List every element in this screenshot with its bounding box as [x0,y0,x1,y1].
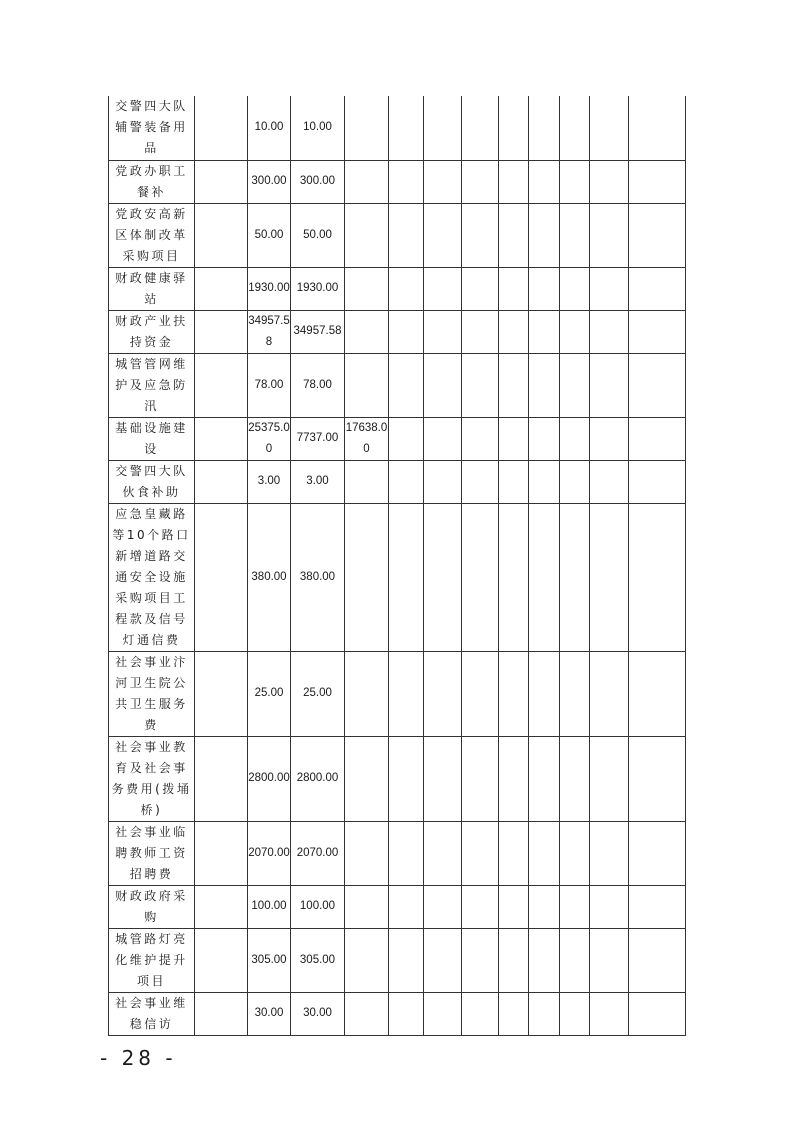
empty-cell [529,821,560,885]
total-cell: 10.00 [248,96,291,160]
table-row [109,310,686,353]
empty-cell [424,736,462,821]
empty-cell [629,353,686,417]
total-cell: 25.00 [248,651,291,736]
total-cell: 380.00 [248,503,291,651]
amount-cell [345,203,389,267]
amount-cell [345,96,389,160]
empty-cell [560,821,590,885]
empty-cell [389,353,424,417]
empty-cell [424,885,462,928]
item-name-cell: 社会事业教育及社会事务费用(拨埇桥) [109,736,195,821]
empty-cell [195,736,248,821]
empty-cell [389,417,424,460]
empty-cell [499,928,529,992]
empty-cell [629,885,686,928]
amount-cell: 10.00 [291,96,345,160]
empty-cell [424,651,462,736]
empty-cell [499,417,529,460]
amount-cell [345,267,389,310]
empty-cell [195,96,248,160]
empty-cell [389,503,424,651]
amount-cell: 7737.00 [291,417,345,460]
item-name-cell: 财政产业扶持资金 [109,310,195,353]
empty-cell [462,417,499,460]
empty-cell [629,96,686,160]
empty-cell [590,651,629,736]
empty-cell [462,885,499,928]
table-row [109,651,686,736]
empty-cell [424,928,462,992]
empty-cell [424,203,462,267]
empty-cell [462,651,499,736]
empty-cell [195,267,248,310]
empty-cell [529,651,560,736]
item-name-cell: 城管管网维护及应急防汛 [109,353,195,417]
empty-cell [560,417,590,460]
table-row [109,460,686,503]
empty-cell [462,267,499,310]
empty-cell [195,885,248,928]
empty-cell [424,353,462,417]
empty-cell [560,928,590,992]
empty-cell [499,992,529,1035]
empty-cell [499,310,529,353]
empty-cell [629,928,686,992]
table-row [109,267,686,310]
total-cell: 30.00 [248,992,291,1035]
empty-cell [629,203,686,267]
empty-cell [499,203,529,267]
table-row [109,417,686,460]
empty-cell [590,267,629,310]
empty-cell [590,96,629,160]
empty-cell [195,503,248,651]
empty-cell [389,651,424,736]
empty-cell [499,651,529,736]
empty-cell [195,353,248,417]
item-name-cell: 应急皇藏路等10个路口新增道路交通安全设施采购项目工程款及信号灯通信费 [109,503,195,651]
empty-cell [389,96,424,160]
empty-cell [389,267,424,310]
empty-cell [462,96,499,160]
empty-cell [629,460,686,503]
empty-cell [424,821,462,885]
empty-cell [590,310,629,353]
empty-cell [389,992,424,1035]
empty-cell [462,928,499,992]
amount-cell: 17638.00 [345,417,389,460]
empty-cell [560,160,590,203]
empty-cell [529,310,560,353]
empty-cell [629,736,686,821]
amount-cell [345,736,389,821]
empty-cell [462,821,499,885]
amount-cell [345,310,389,353]
empty-cell [389,736,424,821]
empty-cell [499,821,529,885]
empty-cell [195,417,248,460]
total-cell: 25375.00 [248,417,291,460]
empty-cell [424,96,462,160]
empty-cell [560,310,590,353]
item-name-cell: 党政安高新区体制改革采购项目 [109,203,195,267]
empty-cell [529,267,560,310]
empty-cell [629,160,686,203]
amount-cell: 2070.00 [291,821,345,885]
empty-cell [529,96,560,160]
amount-cell: 1930.00 [291,267,345,310]
empty-cell [629,992,686,1035]
empty-cell [389,310,424,353]
page-number: - 28 - [100,1046,177,1070]
total-cell: 1930.00 [248,267,291,310]
amount-cell [345,651,389,736]
total-cell: 2070.00 [248,821,291,885]
amount-cell [345,992,389,1035]
empty-cell [529,160,560,203]
table-row [109,736,686,821]
empty-cell [389,160,424,203]
amount-cell [345,503,389,651]
table-row [109,885,686,928]
item-name-cell: 财政健康驿站 [109,267,195,310]
item-name-cell: 财政政府采购 [109,885,195,928]
table-row [109,203,686,267]
empty-cell [499,160,529,203]
empty-cell [560,267,590,310]
empty-cell [529,353,560,417]
empty-cell [499,96,529,160]
empty-cell [424,460,462,503]
amount-cell [345,821,389,885]
empty-cell [529,203,560,267]
amount-cell: 100.00 [291,885,345,928]
empty-cell [529,417,560,460]
empty-cell [424,417,462,460]
empty-cell [529,992,560,1035]
total-cell: 305.00 [248,928,291,992]
empty-cell [590,203,629,267]
empty-cell [389,885,424,928]
table-row [109,353,686,417]
item-name-cell: 交警四大队辅警装备用品 [109,96,195,160]
empty-cell [560,885,590,928]
empty-cell [560,203,590,267]
amount-cell: 3.00 [291,460,345,503]
amount-cell: 2800.00 [291,736,345,821]
table-row [109,503,686,651]
empty-cell [195,651,248,736]
amount-cell: 30.00 [291,992,345,1035]
empty-cell [629,310,686,353]
empty-cell [590,992,629,1035]
item-name-cell: 基础设施建设 [109,417,195,460]
total-cell: 50.00 [248,203,291,267]
empty-cell [462,460,499,503]
total-cell: 100.00 [248,885,291,928]
empty-cell [629,651,686,736]
empty-cell [590,460,629,503]
empty-cell [590,736,629,821]
empty-cell [195,821,248,885]
empty-cell [499,736,529,821]
total-cell: 300.00 [248,160,291,203]
empty-cell [389,203,424,267]
empty-cell [590,885,629,928]
amount-cell [345,928,389,992]
empty-cell [499,460,529,503]
amount-cell [345,460,389,503]
amount-cell: 34957.58 [291,310,345,353]
empty-cell [462,160,499,203]
amount-cell: 380.00 [291,503,345,651]
empty-cell [195,992,248,1035]
empty-cell [590,503,629,651]
empty-cell [389,821,424,885]
table-row [109,160,686,203]
empty-cell [424,267,462,310]
empty-cell [499,267,529,310]
empty-cell [424,160,462,203]
table-row [109,992,686,1035]
empty-cell [560,460,590,503]
empty-cell [462,203,499,267]
empty-cell [529,736,560,821]
empty-cell [424,992,462,1035]
empty-cell [560,96,590,160]
amount-cell: 25.00 [291,651,345,736]
empty-cell [462,503,499,651]
empty-cell [529,928,560,992]
amount-cell [345,353,389,417]
empty-cell [529,460,560,503]
amount-cell [345,160,389,203]
empty-cell [499,353,529,417]
item-name-cell: 社会事业临聘教师工资招聘费 [109,821,195,885]
table-row [109,96,686,160]
empty-cell [424,503,462,651]
empty-cell [560,503,590,651]
amount-cell: 305.00 [291,928,345,992]
empty-cell [462,736,499,821]
empty-cell [590,417,629,460]
empty-cell [499,885,529,928]
total-cell: 78.00 [248,353,291,417]
empty-cell [424,310,462,353]
amount-cell: 300.00 [291,160,345,203]
empty-cell [195,160,248,203]
total-cell: 3.00 [248,460,291,503]
amount-cell: 50.00 [291,203,345,267]
empty-cell [590,160,629,203]
amount-cell [345,885,389,928]
empty-cell [560,353,590,417]
empty-cell [560,992,590,1035]
total-cell: 2800.00 [248,736,291,821]
empty-cell [629,503,686,651]
empty-cell [195,928,248,992]
empty-cell [462,353,499,417]
empty-cell [462,992,499,1035]
budget-table [108,96,686,1036]
item-name-cell: 社会事业汴河卫生院公共卫生服务费 [109,651,195,736]
empty-cell [195,203,248,267]
empty-cell [529,885,560,928]
empty-cell [560,736,590,821]
empty-cell [590,928,629,992]
empty-cell [629,267,686,310]
empty-cell [560,651,590,736]
item-name-cell: 交警四大队伙食补助 [109,460,195,503]
item-name-cell: 党政办职工餐补 [109,160,195,203]
empty-cell [499,503,529,651]
empty-cell [529,503,560,651]
empty-cell [389,460,424,503]
item-name-cell: 城管路灯亮化维护提升项目 [109,928,195,992]
empty-cell [195,310,248,353]
empty-cell [590,353,629,417]
empty-cell [629,821,686,885]
empty-cell [195,460,248,503]
total-cell: 34957.58 [248,310,291,353]
table-row [109,928,686,992]
empty-cell [590,821,629,885]
empty-cell [462,310,499,353]
empty-cell [389,928,424,992]
amount-cell: 78.00 [291,353,345,417]
table-row [109,821,686,885]
empty-cell [629,417,686,460]
item-name-cell: 社会事业维稳信访 [109,992,195,1035]
